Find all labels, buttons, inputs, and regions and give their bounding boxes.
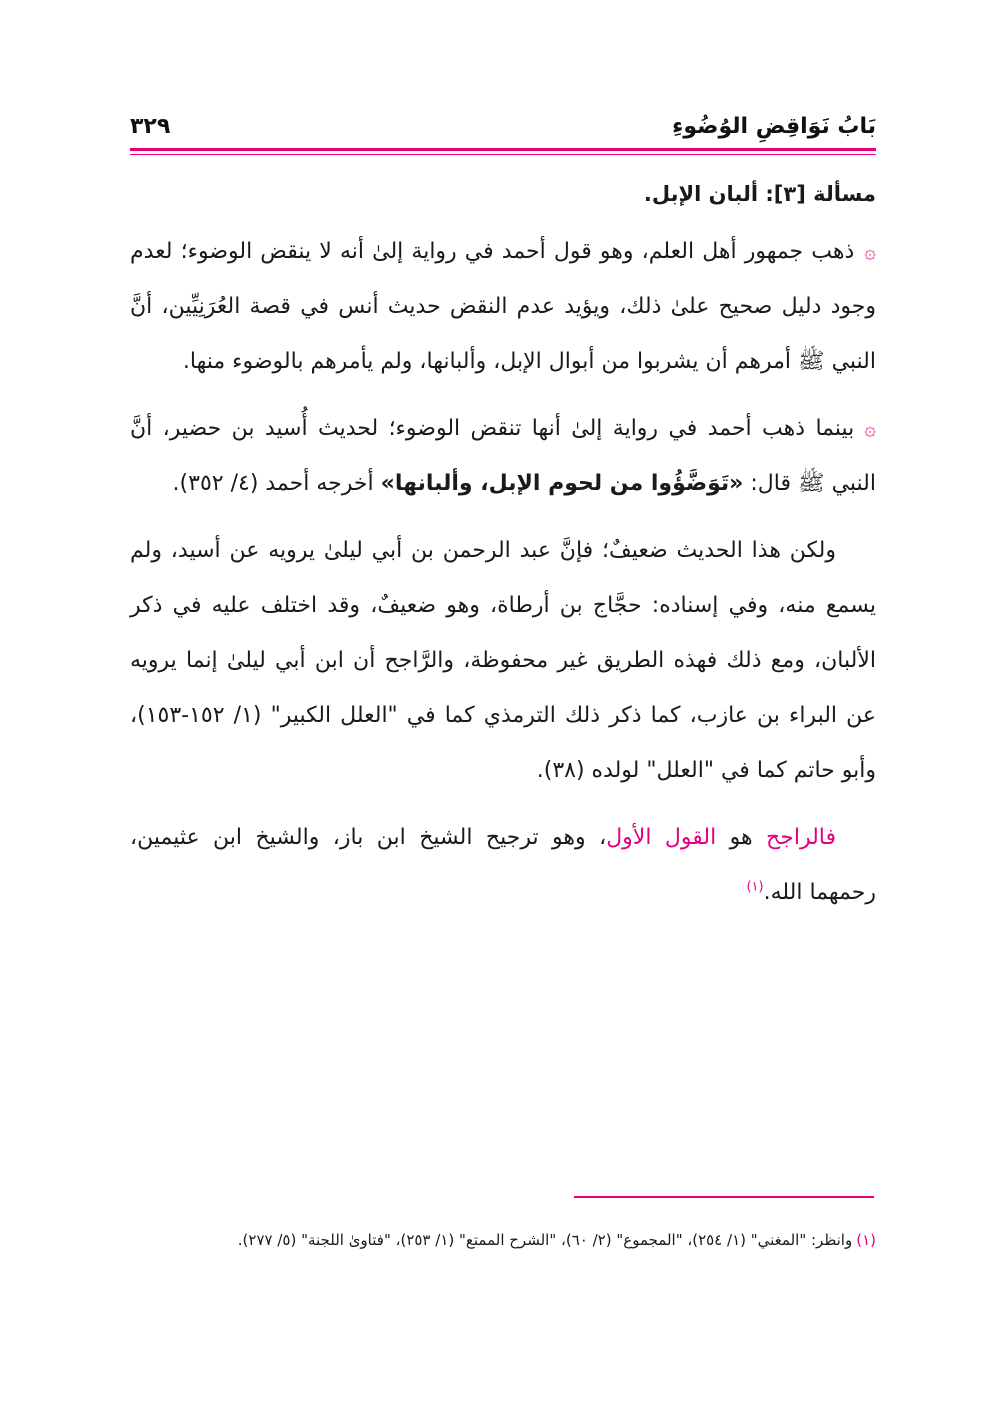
page-number: ٣٢٩ (130, 114, 171, 139)
highlight-preferred: فالراجح (766, 825, 837, 850)
paragraph-text: ذهب جمهور أهل العلم، وهو قول أحمد في رواية إلىٰ أنه لا ينقض الوضوء؛ لعدم وجود دليل صحيح علىٰ ذلك، ويؤيد عدم النقض حديث أنس في قصة العُرَنِيِّين، أنَّ النبي ﷺ أمرهم أن يشربوا من أبوال الإبل، وألبانها، ولم يأمرهم بالوضوء منها. (130, 239, 876, 374)
footnote-text: وانظر: "المغني" (١/ ٢٥٤)، "المجموع" (٢/ ٦٠)، "الشرح الممتع" (١/ ٢٥٣)، "فتاوىٰ اللجنة" (٥/ ٢٧٧). (237, 1231, 853, 1249)
footnote-reference[interactable]: (١) (746, 879, 764, 895)
paragraph-ahmad-view (130, 401, 876, 511)
paragraph-text: هو (716, 825, 767, 850)
paragraph-hadith-weakness: ولكن هذا الحديث ضعيفٌ؛ فإنَّ عبد الرحمن بن أبي ليلىٰ يرويه عن أسيد، ولم يسمع منه، وفي إسناده: حجَّاج بن أرطاة، وهو ضعيفٌ، وقد اختلف عليه في ذكر الألبان، ومع ذلك فهذه الطريق غير محفوظة، والرَّاجح أن ابن أبي ليلىٰ إنما يرويه عن البراء بن عازب، كما ذكر ذلك الترمذي كما في "العلل الكبير" (١/ ١٥٢-١٥٣)، وأبو حاتم كما في "العلل" لولده (٣٨). (130, 538, 876, 783)
paragraph-text: بينما ذهب أحمد في رواية إلىٰ أنها تنقض الوضوء؛ لحديث أُسيد بن حضير، أنَّ النبي ﷺ قال: (130, 416, 876, 496)
highlight-first-opinion: القول الأول (606, 825, 717, 850)
paragraph-conclusion (130, 810, 876, 920)
hadith-quote: «تَوَضَّؤُوا من لحوم الإبل، وألبانها» (380, 471, 744, 496)
paragraph-text: أخرجه أحمد (٤/ ٣٥٢). (172, 471, 381, 496)
paragraph-majority-view (130, 224, 876, 389)
header-rule-thin (130, 154, 876, 155)
footnote-separator (574, 1196, 874, 1198)
page-header (130, 108, 876, 152)
header-rule-thick (130, 148, 876, 151)
ornament-bullet-icon: ۞ (864, 239, 876, 263)
ornament-bullet-icon: ۞ (864, 416, 876, 440)
main-content (130, 172, 876, 932)
footnote-number: (١) (856, 1231, 876, 1249)
paragraph-text: ، وهو ترجيح الشيخ ابن باز، والشيخ ابن عثيمين، رحمهما الله. (130, 825, 876, 905)
footnote (130, 1224, 876, 1256)
chapter-title: بَابُ نَوَاقِضِ الوُضُوءِ (672, 114, 876, 139)
issue-heading: مسألة [٣]: ألبان الإبل. (643, 182, 876, 206)
